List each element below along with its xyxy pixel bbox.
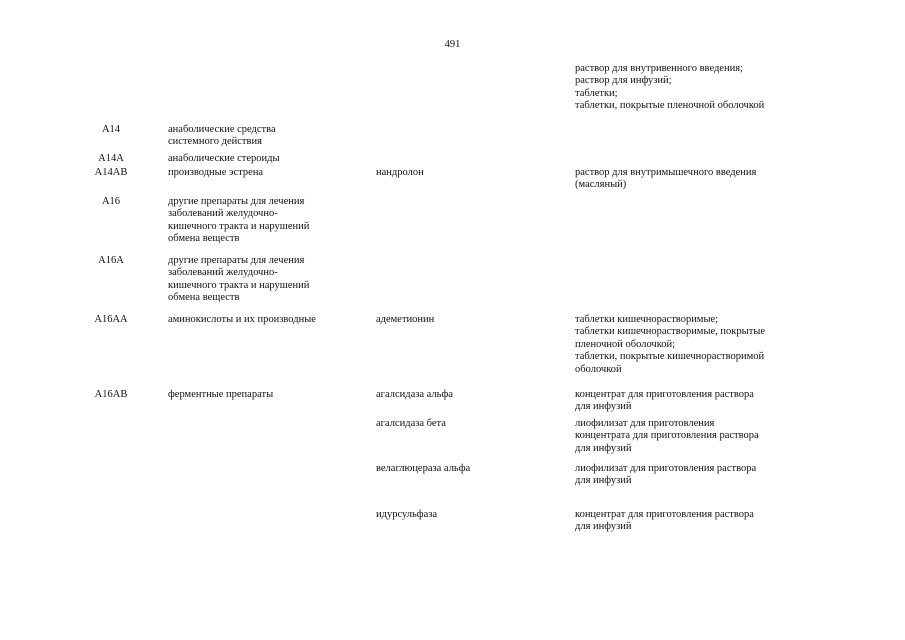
form-line: раствор для инфузий; (575, 75, 672, 87)
description-line: кишечного тракта и нарушений (168, 279, 310, 291)
description-line: другие препараты для лечения (168, 196, 305, 207)
form-line: пленочной оболочкой; (575, 338, 676, 350)
row-1-description (168, 124, 358, 149)
form-line: оболочкой (575, 363, 622, 375)
row-8-form (575, 418, 875, 455)
row-7-code: A16AB (94, 389, 128, 400)
row-9-substance (376, 463, 556, 475)
form-line: концентрат для приготовления раствора (575, 389, 754, 400)
form-line: раствор для внутримышечного введения (575, 167, 757, 178)
row-4-code: A16 (101, 196, 121, 207)
row-6-form (575, 314, 875, 376)
form-line: концентрата для приготовления раствора (575, 430, 759, 442)
form-line: таблетки кишечнорастворимые, покрытые (575, 326, 765, 338)
row-1-code: A14 (101, 124, 121, 135)
substance-line: агалсидаза альфа (376, 389, 453, 400)
row-6-description (168, 314, 358, 326)
description-line: анаболические средства (168, 124, 276, 135)
substance-line: нандролон (376, 167, 424, 178)
form-line: таблетки, покрытые пленочной оболочкой (575, 100, 765, 112)
form-line: для инфузий (575, 442, 632, 454)
description-line: другие препараты для лечения (168, 255, 305, 266)
description-line: обмена веществ (168, 292, 240, 304)
row-4-description (168, 196, 358, 246)
row-7-description (168, 389, 358, 401)
row-10-form (575, 509, 875, 534)
substance-line: идурсульфаза (376, 509, 438, 520)
form-line: концентрат для приготовления раствора (575, 509, 754, 520)
description-line: кишечного тракта и нарушений (168, 220, 310, 232)
row-9-form (575, 463, 875, 488)
row-0-form (575, 63, 875, 113)
form-line: лиофилизат для приготовления (575, 418, 715, 429)
row-6-substance (376, 314, 556, 326)
row-8-substance (376, 418, 556, 430)
description-line: аминокислоты и их производные (168, 314, 316, 325)
substance-line: агалсидаза бета (376, 418, 446, 429)
description-line: системного действия (168, 136, 262, 148)
form-line: таблетки, покрытые кишечнорастворимой (575, 351, 765, 363)
row-5-code: A16A (98, 255, 124, 266)
substance-line: велаглюцераза альфа (376, 463, 471, 474)
form-line: раствор для внутривенного введения; (575, 63, 743, 74)
row-3-code: A14AB (94, 167, 128, 178)
row-2-description (168, 153, 358, 165)
row-3-form (575, 167, 875, 192)
page-number: 491 (444, 39, 461, 50)
form-line: для инфузий (575, 475, 632, 487)
row-3-substance (376, 167, 556, 179)
description-line: ферментные препараты (168, 389, 274, 400)
description-line: производные эстрена (168, 167, 264, 178)
row-6-code: A16AA (94, 314, 128, 325)
description-line: заболеваний желудочно- (168, 267, 278, 279)
form-line: таблетки кишечнорастворимые; (575, 314, 719, 325)
form-line: лиофилизат для приготовления раствора (575, 463, 757, 474)
form-line: (масляный) (575, 179, 627, 191)
row-7-form (575, 389, 875, 414)
form-line: таблетки; (575, 87, 618, 99)
row-10-substance (376, 509, 556, 521)
description-line: заболеваний желудочно- (168, 208, 278, 220)
substance-line: адеметионин (376, 314, 435, 325)
row-3-description (168, 167, 358, 179)
row-5-description (168, 255, 358, 305)
row-2-code: A14A (98, 153, 124, 164)
row-7-substance (376, 389, 556, 401)
description-line: обмена веществ (168, 233, 240, 245)
description-line: анаболические стероиды (168, 153, 280, 164)
form-line: для инфузий (575, 521, 632, 533)
form-line: для инфузий (575, 401, 632, 413)
